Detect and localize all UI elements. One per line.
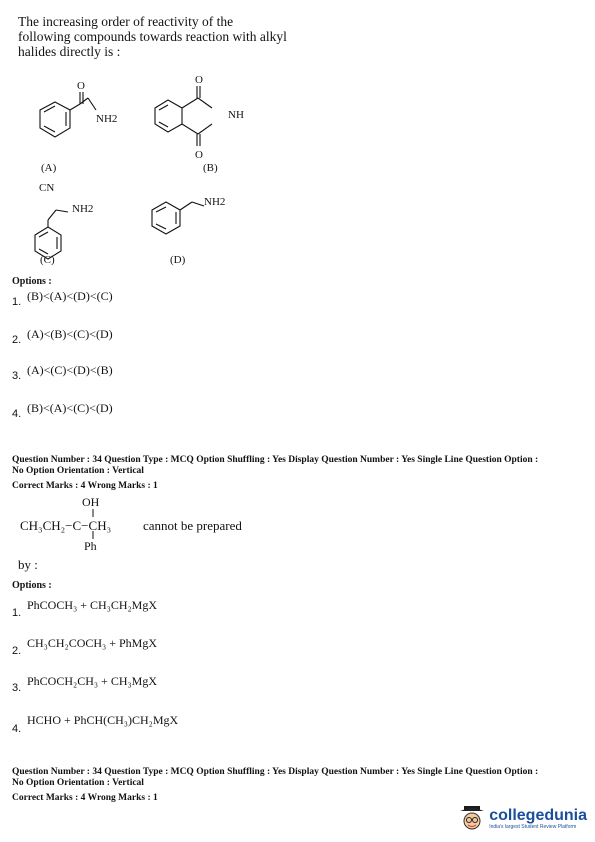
q2-option-1-num: 1. xyxy=(12,607,22,619)
structure-a-group: NH2 xyxy=(96,113,118,125)
q1-option-3-num: 3. xyxy=(12,370,22,382)
structure-c-label: (C) xyxy=(40,254,55,266)
q1-option-2[interactable]: (A)<(B)<(C)<(D) xyxy=(27,327,113,341)
q2-oh: OH xyxy=(82,495,100,509)
meta-2-line-3: Correct Marks : 4 Wrong Marks : 1 xyxy=(12,793,158,803)
q1-options-label: Options : xyxy=(12,276,52,287)
q2-option-2-num: 2. xyxy=(12,645,22,657)
structure-d-label: (D) xyxy=(170,254,186,266)
meta-2-line-2: No Option Orientation : Vertical xyxy=(12,778,144,788)
mascot-icon xyxy=(458,804,486,834)
question-2-meta xyxy=(12,767,592,804)
logo-tagline: India's largest Student Review Platform xyxy=(489,824,577,830)
q2-options-label: Options : xyxy=(12,580,52,591)
q2-option-3-num: 3. xyxy=(12,682,22,694)
svg-text:O: O xyxy=(77,80,85,92)
structure-d-group: NH2 xyxy=(204,196,226,208)
svg-text:O: O xyxy=(195,74,203,86)
meta-1-line-1: Question Number : 34 Question Type : MCQ Option Shuffling : Yes Display Question Number : Yes Single Line Question Option : xyxy=(12,455,539,465)
meta-1-line-2: No Option Orientation : Vertical xyxy=(12,466,144,476)
question-1-text: The increasing order of reactivity of the following compounds towards reaction with alkyl halides directly is : xyxy=(18,14,287,59)
q1-option-4[interactable]: (B)<(A)<(C)<(D) xyxy=(27,401,113,415)
q1-option-1[interactable]: (B)<(A)<(D)<(C) xyxy=(27,289,113,303)
q1-option-4-num: 4. xyxy=(12,408,22,420)
collegedunia-logo xyxy=(458,804,587,834)
q2-ph: Ph xyxy=(84,539,97,553)
q2-by: by : xyxy=(18,557,38,572)
structure-b-label: (B) xyxy=(203,162,218,174)
q2-option-3[interactable]: PhCOCH₂CH₃ + CH₃MgX xyxy=(27,674,158,688)
structure-a-label: (A) xyxy=(41,162,57,174)
logo-brand-text: collegedunia xyxy=(489,807,587,824)
q1-option-3[interactable]: (A)<(C)<(D)<(B) xyxy=(27,363,113,377)
q2-option-1[interactable]: PhCOCH₃ + CH₃CH₂MgX xyxy=(27,598,158,612)
q2-option-2[interactable]: CH₃CH₂COCH₃ + PhMgX xyxy=(27,636,158,650)
svg-text:O: O xyxy=(195,149,203,161)
question-1-meta xyxy=(12,455,592,492)
structure-c-cn: CN xyxy=(39,182,55,194)
structure-b-group: NH xyxy=(228,109,244,121)
meta-1-line-3: Correct Marks : 4 Wrong Marks : 1 xyxy=(12,481,158,491)
q2-formula: CH₃CH₂−C−CH₃ xyxy=(20,518,112,533)
structure-c-group: NH2 xyxy=(72,203,94,215)
q2-tail: cannot be prepared xyxy=(143,518,242,533)
q1-option-1-num: 1. xyxy=(12,296,22,308)
q2-option-4[interactable]: HCHO + PhCH(CH₃)CH₂MgX xyxy=(27,713,179,727)
q2-option-4-num: 4. xyxy=(12,723,22,735)
meta-2-line-1: Question Number : 34 Question Type : MCQ Option Shuffling : Yes Display Question Number : Yes Single Line Question Option : xyxy=(12,767,539,777)
q1-option-2-num: 2. xyxy=(12,334,22,346)
